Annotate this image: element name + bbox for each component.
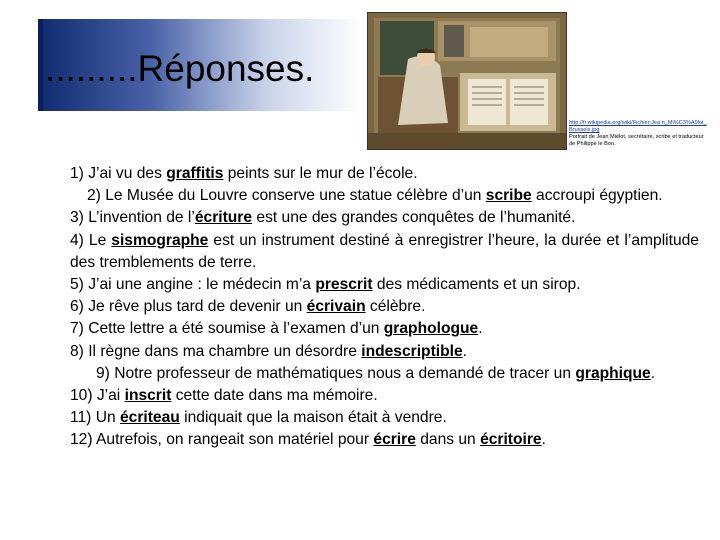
image-caption [569,120,709,148]
answer-9: 9) Notre professeur de mathématiques nous a demandé de tracer un graphique. [96,364,656,382]
keyword: graphique [575,364,651,382]
keyword: écriteau [119,409,180,427]
keyword: inscrit [124,387,172,405]
keyword: prescrit [315,276,373,294]
keyword: graffitis [166,165,224,182]
answers-list [70,163,699,452]
keyword: indescriptible [361,342,463,360]
manuscript-painting-icon [368,13,566,149]
caption-link[interactable]: http://fr.wikipedia.org/wiki/Fichier:Jea n_Mi%C3%A9lot_Brussels.jpg [569,120,707,133]
keyword: scribe [485,187,532,205]
answer-8: 8) Il règne dans ma chambre un désordre indescriptible. [70,342,467,360]
answer-11: 11) Un écriteau indiquait que la maison était à vendre. [70,409,447,427]
keyword: écrivain [306,298,366,316]
portrait-image [367,12,567,150]
keyword: écritoire [480,431,542,449]
keyword: écriture [194,209,253,227]
answer-10: 10) J’ai inscrit cette date dans ma mémoire. [70,387,378,405]
answer-7: 7) Cette lettre a été soumise à l’examen d’un graphologue. [70,320,483,338]
answer-2: 2) Le Musée du Louvre conserve une statue célèbre d’un scribe accroupi égyptien. [87,187,663,205]
page-title: .........Réponses. [45,48,315,89]
keyword: graphologue [383,320,479,338]
keyword: sismographe [111,231,209,249]
answer-6: 6) Je rêve plus tard de devenir un écrivain célèbre. [70,298,426,316]
answer-12: 12) Autrefois, on rangeait son matériel pour écrire dans un écritoire. [70,431,546,449]
answer-4: 4) Le sismographe est un instrument destiné à enregistrer l’heure, la durée et l’amplitude des tremblements de terre. [70,231,699,271]
answer-3: 3) L’invention de l’écriture est une des grandes conquêtes de l’humanité. [70,209,576,227]
answer-1: 1) J’ai vu des graffitis peints sur le mur de l’école. [70,165,418,182]
caption-text: Portrait de Jean Miélot, secrétaire, scribe et traducteur de Philippe le Bon. [569,134,704,147]
answer-5: 5) J’ai une angine : le médecin m’a prescrit des médicaments et un sirop. [70,276,581,294]
keyword: écrire [373,431,416,449]
